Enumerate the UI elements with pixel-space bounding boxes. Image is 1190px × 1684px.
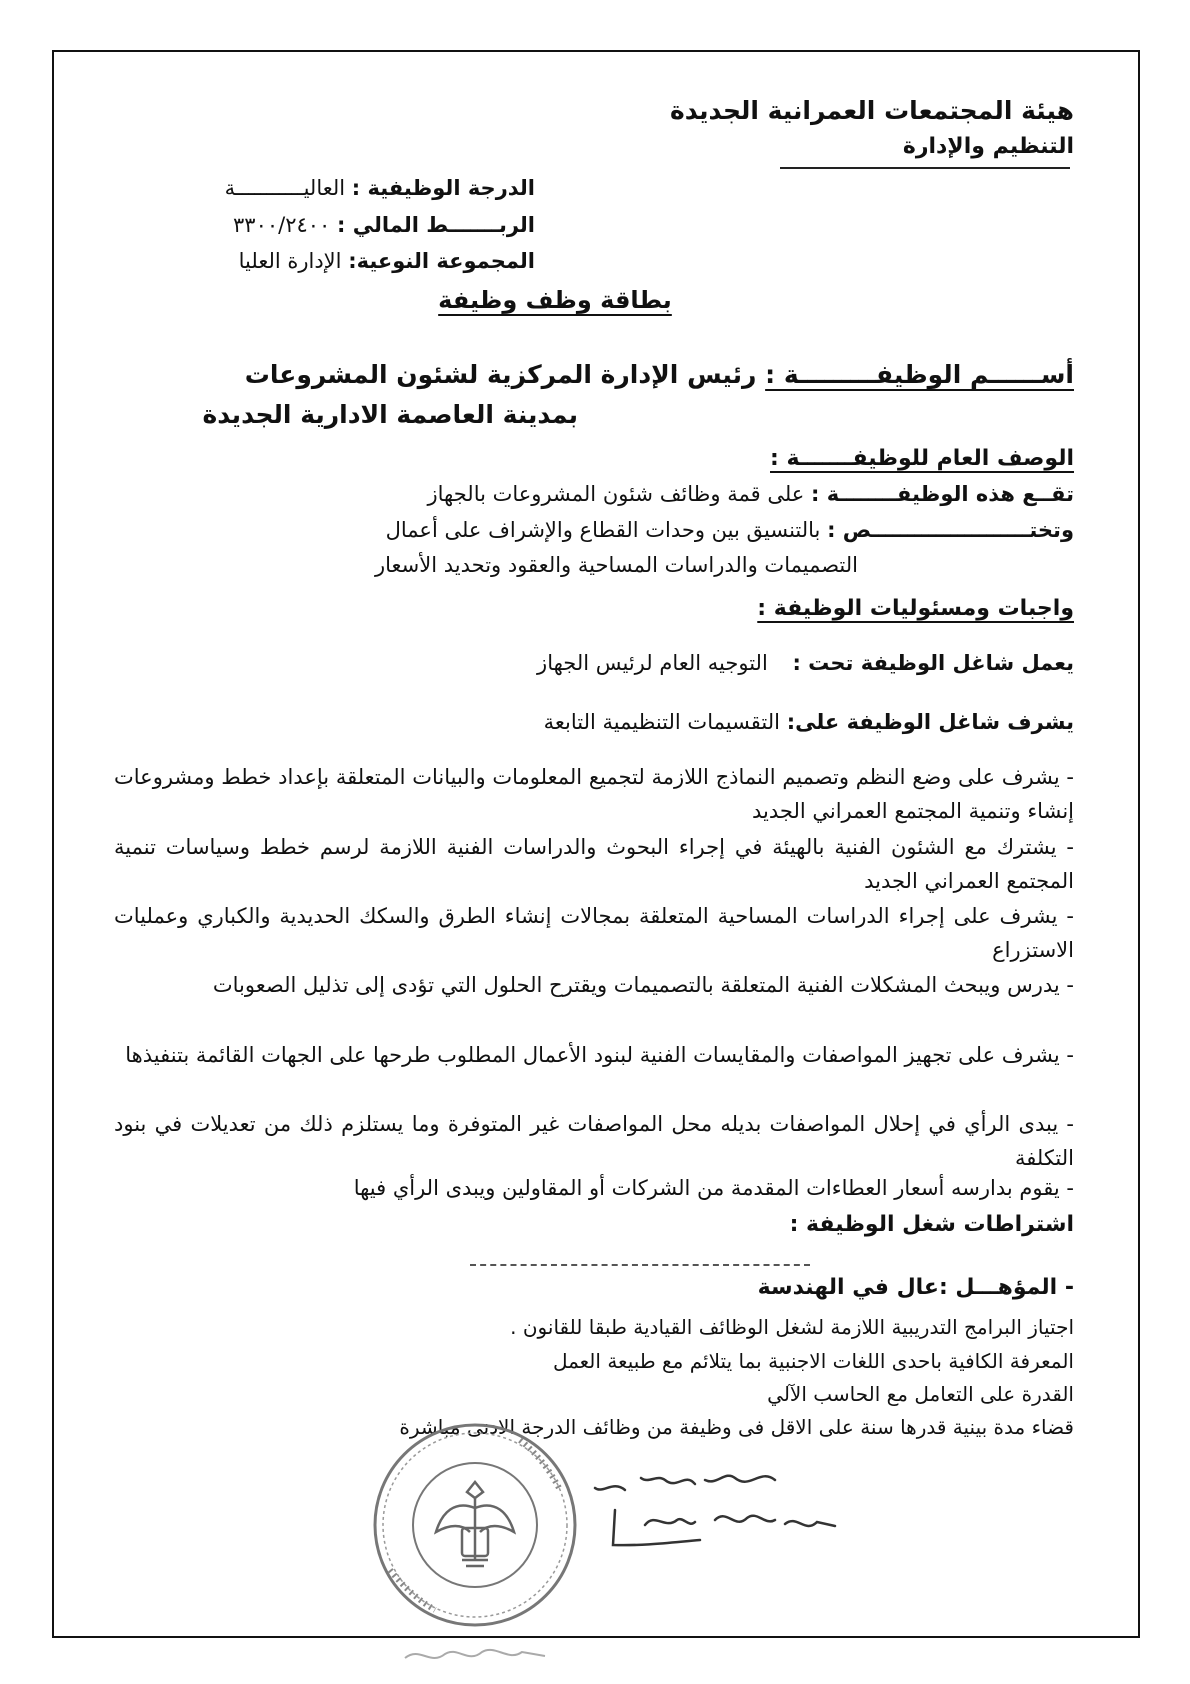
handwritten-signature <box>585 1450 845 1570</box>
organization-name: هيئة المجتمعات العمرانية الجديدة <box>669 96 1074 125</box>
header-rule <box>780 167 1070 169</box>
duty-item: - يشرف على إجراء الدراسات المساحية المتعلقة بمجالات إنشاء الطرق والسكك الحديدية والكباري وعمليات الاستزراع <box>114 904 1074 962</box>
supervises-label: يشرف شاغل الوظيفة على: <box>786 710 1074 734</box>
grade-value: العاليـــــــــــة <box>224 176 346 200</box>
salary-row <box>233 213 535 237</box>
location-value: على قمة وظائف شئون المشروعات بالجهاز <box>427 482 805 506</box>
eagle-icon <box>436 1482 514 1566</box>
specialty-row <box>386 518 1074 542</box>
general-description-heading: الوصف العام للوظيفـــــــة : <box>770 446 1074 471</box>
card-title <box>0 286 1190 314</box>
specialty-value: بالتنسيق بين وحدات القطاع والإشراف على أعمال <box>385 518 821 542</box>
works-under-label: يعمل شاغل الوظيفة تحت : <box>792 651 1074 675</box>
supervises-row <box>544 710 1074 734</box>
grade-row <box>225 176 535 200</box>
salary-value: ٣٣٠٠/٢٤٠٠ <box>233 213 331 237</box>
duty-item: - يقوم بدارسه أسعار العطاءات المقدمة من الشركات أو المقاولين ويبدى الرأي فيها <box>353 1176 1074 1200</box>
specialty-label: وتختــــــــــــــــــــــص : <box>827 518 1074 542</box>
supervises-value: التقسيمات التنظيمية التابعة <box>543 710 781 734</box>
duty-item: - يدرس ويبحث المشكلات الفنية المتعلقة بالتصميمات ويقترح الحلول التي تؤدى إلى تذليل الصعوبات <box>212 973 1074 997</box>
duty-item: - يشرف على وضع النظم وتصميم النماذج اللازمة لتجميع المعلومات والبيانات المتعلقة بإعداد خطط ومشروعات إنشاء وتنمية المجتمع العمراني الجديد <box>114 765 1074 823</box>
requirement-item: اجتياز البرامج التدريبية اللازمة لشغل الوظائف القيادية طبقا للقانون . <box>510 1315 1074 1339</box>
location-label: تقــع هذه الوظيفــــــــة : <box>811 482 1074 506</box>
job-name-row <box>245 360 1074 389</box>
works-under-row <box>537 651 1074 675</box>
specialty-value-line2: التصميمات والدراسات المساحية والعقود وتحديد الأسعار <box>375 553 858 577</box>
department-name: التنظيم والإدارة <box>902 134 1074 159</box>
card-title-text: بطاقة وظف وظيفة <box>438 286 672 314</box>
works-under-value: التوجيه العام لرئيس الجهاز <box>537 651 768 675</box>
group-label: المجموعة النوعية: <box>348 249 535 273</box>
location-row <box>428 482 1074 506</box>
official-seal-stamp <box>370 1420 580 1630</box>
job-name-value-line2: بمدينة العاصمة الادارية الجديدة <box>202 400 578 429</box>
duty-item: - يبدى الرأي في إحلال المواصفات بديله محل المواصفات غير المتوفرة وما يستلزم ذلك من تعديلات في بنود التكلفة <box>114 1112 1074 1170</box>
duty-item: - يشترك مع الشئون الفنية بالهيئة في إجراء البحوث والدراسات الفنية اللازمة لرسم خطط وسياسات تنمية المجتمع العمراني الجديد <box>114 835 1074 893</box>
bottom-scribble <box>400 1640 550 1670</box>
group-row <box>239 249 535 273</box>
duty-item: - يشرف على تجهيز المواصفات والمقايسات الفنية لبنود الأعمال المطلوب طرحها على الجهات القائمة بتنفيذها <box>125 1043 1074 1067</box>
job-name-value: رئيس الإدارة المركزية لشئون المشروعات <box>244 360 757 389</box>
job-name-label: أســــــم الوظيفـــــــــة : <box>765 360 1074 389</box>
requirement-item: المعرفة الكافية باحدى اللغات الاجنبية بما يتلائم مع طبيعة العمل <box>552 1349 1074 1373</box>
dashed-separator <box>470 1264 810 1266</box>
salary-label: الربـــــــط المالي : <box>337 213 535 237</box>
requirements-heading: اشتراطات شغل الوظيفة : <box>789 1212 1074 1237</box>
requirement-item: قضاء مدة بينية قدرها سنة على الاقل فى وظيفة من وظائف الدرجة الادنى مباشرة <box>399 1415 1074 1439</box>
duties-heading: واجبات ومسئوليات الوظيفة : <box>757 596 1074 621</box>
requirement-item: القدرة على التعامل مع الحاسب الآلي <box>767 1382 1074 1406</box>
grade-label: الدرجة الوظيفية : <box>351 176 535 200</box>
group-value: الإدارة العليا <box>238 249 342 273</box>
qualification: - المؤهـــل :عال في الهندسة <box>757 1275 1074 1300</box>
